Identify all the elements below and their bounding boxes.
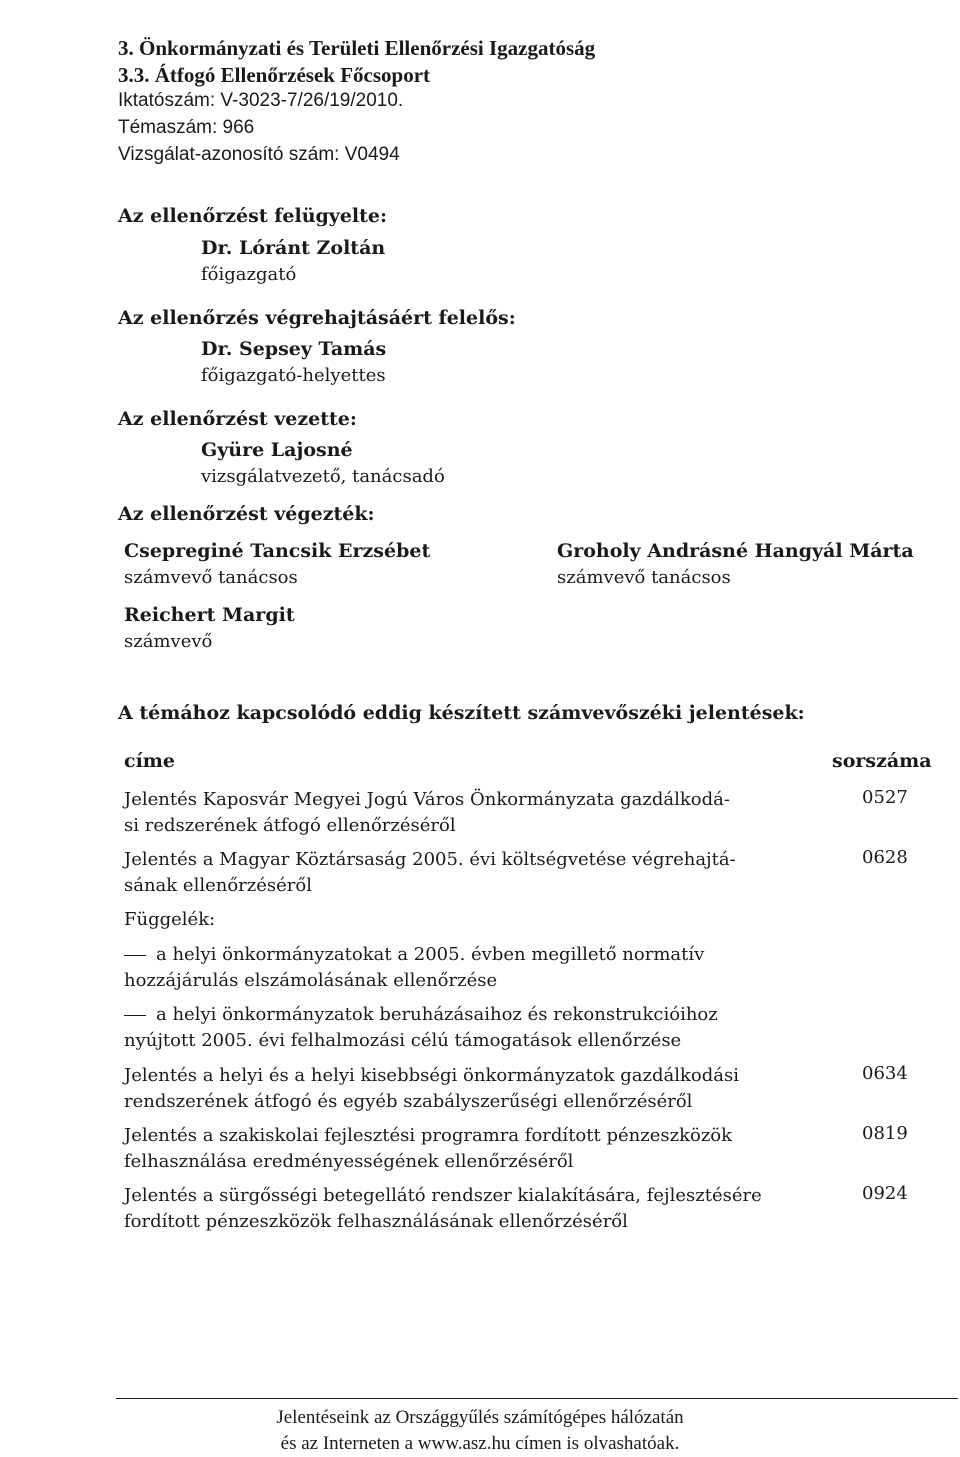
appendix-item: a helyi önkormányzatok beruházásaihoz és rekonstrukcióihoz nyújtott 2005. évi felhalmozási célú támogatások ellenőrzése xyxy=(124,1004,718,1051)
report-row-number: 0628 xyxy=(862,847,908,868)
dash-bullet xyxy=(124,1015,146,1016)
column-header-number: sorszáma xyxy=(832,750,932,772)
subject-number: Témaszám: 966 xyxy=(118,117,255,138)
report-row-title: Jelentés a Magyar Köztársaság 2005. évi költségvetése végrehajtá- sának ellenőrzéséről xyxy=(124,849,736,896)
dash-bullet xyxy=(124,955,146,956)
responsible-label: Az ellenőrzés végrehajtásáért felelős: xyxy=(118,307,516,329)
supervised-label: Az ellenőrzést felügyelte: xyxy=(118,205,388,227)
led-label: Az ellenőrzést vezette: xyxy=(118,408,357,430)
footer-line: Jelentéseink az Országgyűlés számítógépes hálózatán xyxy=(276,1407,684,1428)
footer-divider xyxy=(116,1398,958,1399)
auditor-role: számvevő tanácsos xyxy=(557,567,731,588)
reports-heading: A témához kapcsolódó eddig készített számvevőszéki jelentések: xyxy=(118,702,805,724)
appendix-label: Függelék: xyxy=(124,909,216,930)
leader-name: Gyüre Lajosné xyxy=(201,439,353,461)
footer-line: és az Interneten a www.asz.hu címen is olvashatóak. xyxy=(280,1433,680,1454)
report-row-number: 0924 xyxy=(862,1183,908,1204)
department-title: 3.3. Átfogó Ellenőrzések Főcsoport xyxy=(118,63,431,87)
report-row-title: Jelentés a szakiskolai fejlesztési programra fordított pénzeszközök felhasználása eredményességének ellenőrzéséről xyxy=(124,1125,733,1172)
report-row-number: 0819 xyxy=(862,1123,908,1144)
directorate-title: 3. Önkormányzati és Területi Ellenőrzési Igazgatóság xyxy=(118,36,596,60)
report-row-title: Jelentés Kaposvár Megyei Jogú Város Önkormányzata gazdálkodá- si redszerének átfogó ellenőrzéséről xyxy=(124,789,730,836)
audit-id: Vizsgálat-azonosító szám: V0494 xyxy=(118,144,400,165)
auditor-role: számvevő xyxy=(124,631,213,652)
leader-role: vizsgálatvezető, tanácsadó xyxy=(201,466,445,487)
file-number: Iktatószám: V-3023-7/26/19/2010. xyxy=(118,90,404,111)
report-row-number: 0634 xyxy=(862,1063,908,1084)
responsible-role: főigazgató-helyettes xyxy=(201,365,386,386)
responsible-name: Dr. Sepsey Tamás xyxy=(201,338,387,360)
appendix-item: a helyi önkormányzatokat a 2005. évben megillető normatív hozzájárulás elszámolásának ellenőrzése xyxy=(124,944,705,991)
performed-label: Az ellenőrzést végezték: xyxy=(118,503,375,525)
auditor-name: Reichert Margit xyxy=(124,604,295,626)
column-header-title: címe xyxy=(124,750,175,772)
report-row-number: 0527 xyxy=(862,787,908,808)
auditor-name: Csepreginé Tancsik Erzsébet xyxy=(124,540,431,562)
report-row-title: Jelentés a sürgősségi betegellátó rendszer kialakítására, fejlesztésére fordított pénzeszközök felhasználásának ellenőrzéséről xyxy=(124,1185,762,1232)
auditor-role: számvevő tanácsos xyxy=(124,567,298,588)
supervisor-role: főigazgató xyxy=(201,264,297,285)
supervisor-name: Dr. Lóránt Zoltán xyxy=(201,237,386,259)
auditor-name: Groholy Andrásné Hangyál Márta xyxy=(557,540,914,562)
report-row-title: Jelentés a helyi és a helyi kisebbségi önkormányzatok gazdálkodási rendszerének átfogó és egyéb szabályszerűségi ellenőrzéséről xyxy=(124,1065,740,1112)
